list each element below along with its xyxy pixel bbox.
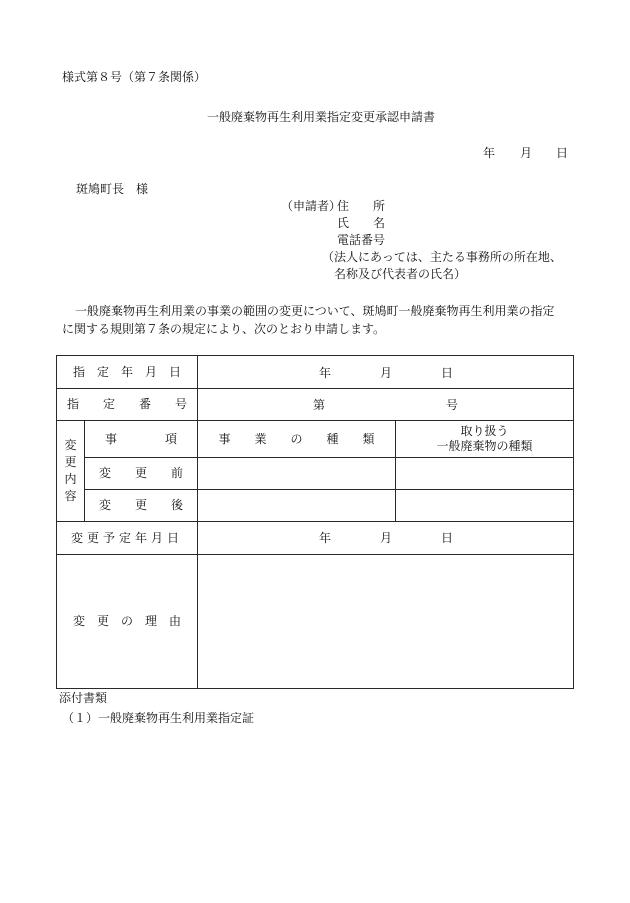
before-change-label: 変 更 前 — [98, 466, 183, 480]
designation-number-suffix: 号 — [446, 398, 459, 412]
before-business-field[interactable] — [198, 458, 395, 489]
table-border-right — [573, 355, 574, 689]
date-day: 日 — [556, 146, 569, 160]
date-month: 月 — [520, 146, 533, 160]
applicant-note-line2: 名称及び代表者の氏名） — [334, 267, 467, 281]
header-waste-line2: 一般廃棄物の種類 — [436, 439, 533, 453]
planned-date-year: 年 — [319, 531, 332, 545]
after-waste-field[interactable] — [396, 490, 573, 521]
before-waste-field[interactable] — [396, 458, 573, 489]
body-line-1: 一般廃棄物再生利用業の事業の範囲の変更について、斑鳩町一般廃棄物再生利用業の指定 — [75, 304, 555, 318]
reason-label: 変 更 の 理 由 — [72, 614, 181, 628]
change-content-char: 内 — [64, 472, 77, 486]
header-item: 事 項 — [104, 431, 177, 446]
addressee: 斑鳩町長 様 — [76, 182, 149, 196]
header-business-type: 事 業 の 種 類 — [218, 431, 375, 446]
date-year: 年 — [483, 146, 496, 160]
form-title: 一般廃棄物再生利用業指定変更承認申請書 — [207, 110, 436, 124]
designation-date-label: 指 定 年 月 日 — [72, 364, 181, 379]
attachments-heading: 添付書類 — [59, 691, 108, 705]
designation-number-label: 指 定 番 号 — [66, 397, 187, 411]
change-content-char: 更 — [64, 455, 77, 469]
header-waste-line1: 取り扱う — [460, 424, 509, 438]
designation-number-prefix: 第 — [313, 398, 326, 412]
planned-date-day: 日 — [441, 531, 454, 545]
applicant-note-line1: （法人にあっては、主たる事務所の所在地、 — [322, 250, 562, 264]
designation-date-day: 日 — [441, 366, 454, 380]
designation-date-month: 月 — [380, 366, 393, 380]
reason-field[interactable] — [198, 555, 573, 688]
applicant-address-label: 住 所 — [337, 199, 386, 213]
change-content-label — [57, 421, 84, 521]
applicant-label: （申請者） — [281, 199, 342, 213]
applicant-phone-label: 電話番号 — [337, 233, 386, 247]
after-business-field[interactable] — [198, 490, 395, 521]
table-border-bottom — [56, 688, 574, 689]
planned-date-month: 月 — [380, 531, 393, 545]
body-line-2: に関する規則第７条の規定により、次のとおり申請します。 — [62, 322, 386, 336]
header-waste-type — [396, 421, 573, 457]
after-change-label: 変 更 後 — [98, 498, 183, 512]
change-content-char: 変 — [64, 438, 77, 452]
change-content-char: 容 — [64, 489, 77, 503]
form-number: 様式第８号（第７条関係） — [62, 70, 207, 84]
applicant-name-label: 氏 名 — [337, 216, 386, 230]
designation-date-year: 年 — [319, 366, 332, 380]
planned-date-label: 変更予定年月日 — [70, 530, 183, 545]
attachment-item: （１）一般廃棄物再生利用業指定証 — [62, 711, 255, 725]
